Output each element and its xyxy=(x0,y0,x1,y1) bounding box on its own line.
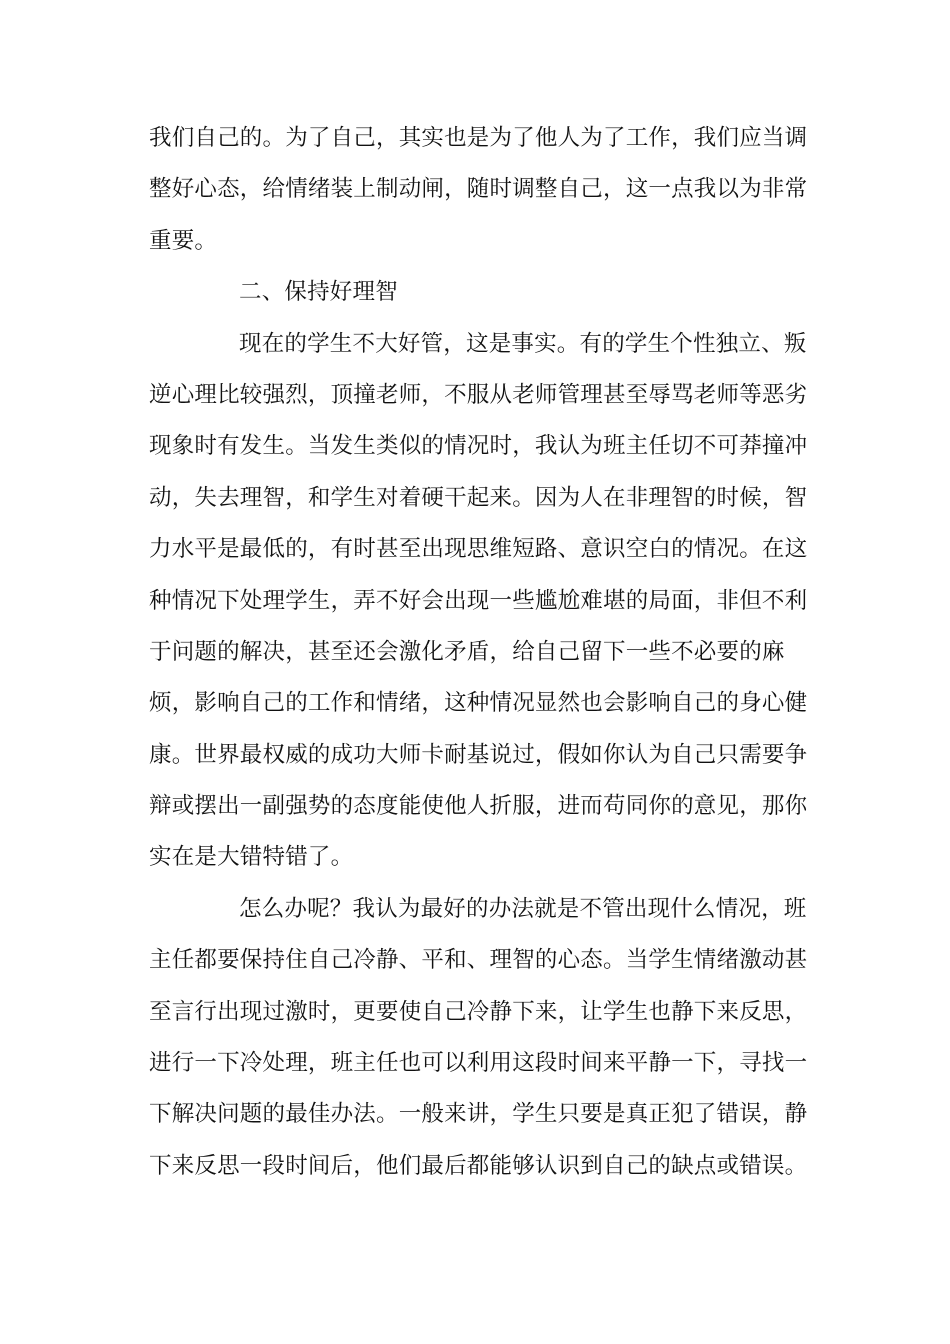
text-line-12: 烦，影响自己的工作和情绪，这种情况显然也会影响自己的身心健 xyxy=(149,690,808,717)
text-line-17: 主任都要保持住自己冷静、平和、理智的心态。当学生情绪激动甚 xyxy=(149,947,808,974)
text-line-8: 动，失去理智，和学生对着硬干起来。因为人在非理智的时候，智 xyxy=(149,484,808,511)
text-line-14: 辩或摆出一副强势的态度能使他人折服，进而苟同你的意见，那你 xyxy=(149,793,808,820)
text-line-6: 逆心理比较强烈，顶撞老师，不服从老师管理甚至辱骂老师等恶劣 xyxy=(149,381,808,408)
text-line-20: 下解决问题的最佳办法。一般来讲，学生只要是真正犯了错误，静 xyxy=(149,1101,808,1128)
text-line-9: 力水平是最低的，有时甚至出现思维短路、意识空白的情况。在这 xyxy=(149,536,808,563)
text-line-15: 实在是大错特错了。 xyxy=(149,844,354,871)
text-line-18: 至言行出现过激时，更要使自己冷静下来，让学生也静下来反思， xyxy=(149,998,808,1025)
section-heading: 二、保持好理智 xyxy=(239,279,398,306)
text-line-10: 种情况下处理学生，弄不好会出现一些尴尬难堪的局面，非但不利 xyxy=(149,587,808,614)
text-line-21: 下来反思一段时间后，他们最后都能够认识到自己的缺点或错误。 xyxy=(149,1152,808,1179)
text-line-2: 整好心态，给情绪装上制动闸，随时调整自己，这一点我以为非常 xyxy=(149,176,808,203)
document-body xyxy=(149,118,809,1197)
text-line-5: 现在的学生不大好管，这是事实。有的学生个性独立、叛 xyxy=(239,330,807,357)
text-line-1: 我们自己的。为了自己，其实也是为了他人为了工作，我们应当调 xyxy=(149,125,808,151)
text-line-19: 进行一下冷处理，班主任也可以利用这段时间来平静一下，寻找一 xyxy=(149,1050,808,1077)
text-line-7: 现象时有发生。当发生类似的情况时，我认为班主任切不可莽撞冲 xyxy=(149,433,808,460)
text-line-3: 重要。 xyxy=(149,227,218,254)
text-line-16: 怎么办呢？我认为最好的办法就是不管出现什么情况，班 xyxy=(239,895,807,922)
text-line-11: 于问题的解决，甚至还会激化矛盾，给自己留下一些不必要的麻 xyxy=(149,638,785,665)
text-line-13: 康。世界最权威的成功大师卡耐基说过，假如你认为自己只需要争 xyxy=(149,741,808,768)
